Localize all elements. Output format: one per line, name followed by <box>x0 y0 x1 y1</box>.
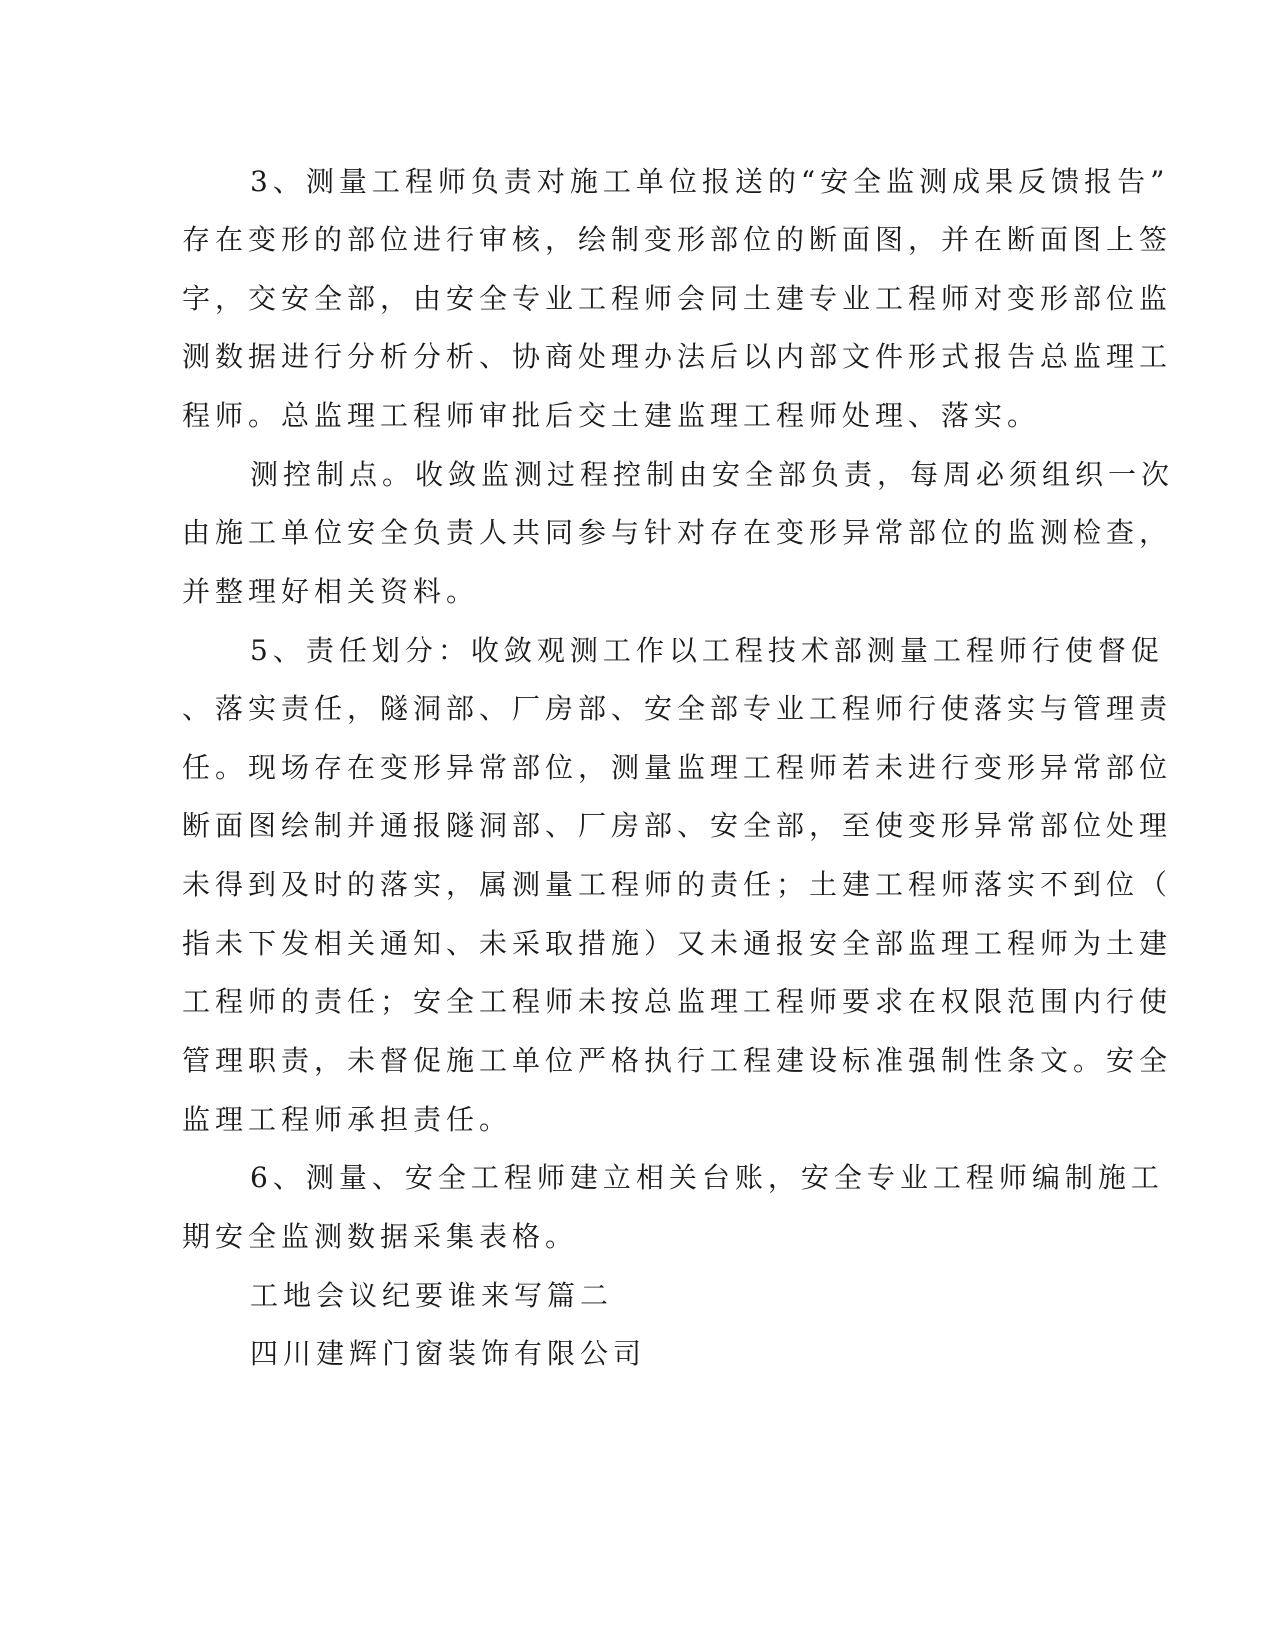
paragraph-4-line-2: 由施工单位安全负责人共同参与针对存在变形异常部位的监测检查， <box>182 516 1173 549</box>
paragraph-5-line-6: 指未下发相关通知、未采取措施）又未通报安全部监理工程师为土建 <box>182 927 1173 960</box>
paragraph-3-line-5: 程师。总监理工程师审批后交土建监理工程师处理、落实。 <box>182 399 1041 432</box>
paragraph-5-line-1: 5、责任划分：收敛观测工作以工程技术部测量工程师行使督促 <box>250 634 1164 667</box>
paragraph-5-line-7: 工程师的责任；安全工程师未按总监理工程师要求在权限范围内行使 <box>182 985 1173 1018</box>
paragraph-5-line-9: 监理工程师承担责任。 <box>182 1103 513 1136</box>
paragraph-3-line-2: 存在变形的部位进行审核，绘制变形部位的断面图，并在断面图上签 <box>182 223 1173 256</box>
paragraph-4-line-3: 并整理好相关资料。 <box>182 575 480 608</box>
paragraph-4-line-1: 测控制点。收敛监测过程控制由安全部负责，每周必须组织一次 <box>250 458 1175 491</box>
section-heading: 工地会议纪要谁来写篇二 <box>250 1279 614 1312</box>
company-name: 四川建辉门窗装饰有限公司 <box>250 1337 647 1370</box>
paragraph-6-line-2: 期安全监测数据采集表格。 <box>182 1220 579 1253</box>
paragraph-5-line-3: 任。现场存在变形异常部位，测量监理工程师若未进行变形异常部位 <box>182 751 1173 784</box>
paragraph-5-line-8: 管理职责，未督促施工单位严格执行工程建设标准强制性条文。安全 <box>182 1044 1173 1077</box>
paragraph-3-line-1: 3、测量工程师负责对施工单位报送的“安全监测成果反馈报告” <box>250 165 1170 198</box>
paragraph-5-line-5: 未得到及时的落实，属测量工程师的责任；土建工程师落实不到位（ <box>182 868 1173 901</box>
paragraph-6-line-1: 6、测量、安全工程师建立相关台账，安全专业工程师编制施工 <box>250 1161 1164 1194</box>
paragraph-3-line-3: 字，交安全部，由安全专业工程师会同土建专业工程师对变形部位监 <box>182 282 1173 315</box>
paragraph-5-line-4: 断面图绘制并通报隧洞部、厂房部、安全部，至使变形异常部位处理 <box>182 809 1173 842</box>
paragraph-5-line-2: 、落实责任，隧洞部、厂房部、安全部专业工程师行使落实与管理责 <box>182 692 1173 725</box>
paragraph-3-line-4: 测数据进行分析分析、协商处理办法后以内部文件形式报告总监理工 <box>182 340 1173 373</box>
